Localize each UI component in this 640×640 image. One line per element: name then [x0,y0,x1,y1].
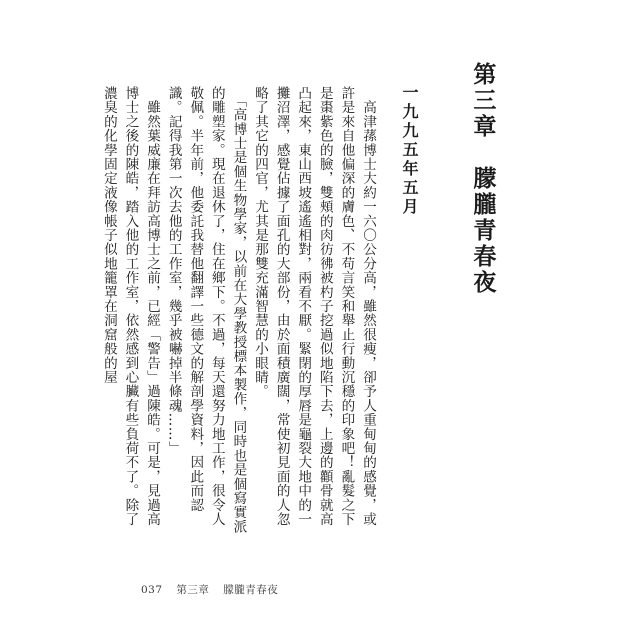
paragraph: 雖然葉威廉在拜訪高博士之前，已經「警告」過陳皓。可是，見過高博士之後的陳皓，踏入他的工作室，依然感到心臟有些負荷不了。除了濃臭的化學固定液像帳子似地籠罩在洞窟般的屋 [100,86,161,527]
footer-chapter-label: 第三章 [176,584,210,596]
page-footer [141,582,288,597]
body-text [97,86,378,538]
page-number: 037 [141,584,163,596]
chapter-title: 第三章 朦朧青春夜 [469,62,497,296]
paragraph: 「高博士是個生物學家，以前在大學教授標本製作，同時也是個寫實派的雕塑家。現在退休了，住在鄉下。不過，每天還努力地工作，很令人敬佩。半年前，他委託我替他翻譯一些德文的解剖學資料，因此而認識。記得我第一次去他的工作室，幾乎被嚇掉半條魂……」 [165,86,247,534]
footer-chapter-name: 朦朧青春夜 [223,584,279,596]
section-date-heading: 一九九五年五月 [400,84,419,217]
paragraph: 高津蓀博士大約一六〇公分高，雖然很瘦，卻予人重甸甸的感覺，或許是來自他偏深的膚色、不苟言笑和舉止行動沉穩的印象吧！亂髮之下是棗紫色的臉，雙頰的肉彷彿被杓子挖過似地陷下去，上邊的顴骨就高凸起來，東山西坡遙遙相對，兩看不厭。緊閉的厚唇是龜裂大地中的一攤沼澤，感覺佔據了面孔的大部份，由於面積廣闊，常使初見面的人忽略了其它的四官，尤其是那雙充滿智慧的小眼睛。 [252,86,376,527]
